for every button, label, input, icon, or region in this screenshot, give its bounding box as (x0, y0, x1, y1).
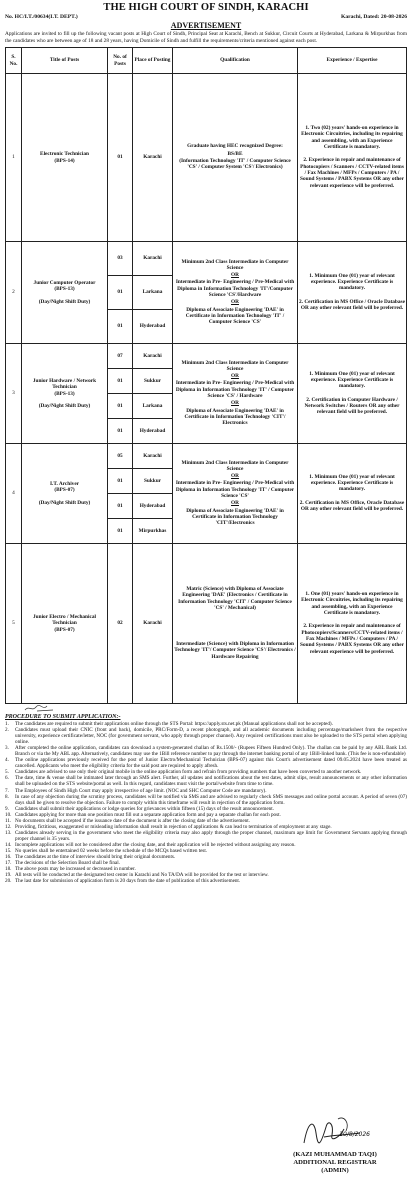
post-title: Junior Hardware / Network Technician (32, 377, 97, 391)
post-grade: (BPS-13) (54, 390, 75, 397)
list-item-number: 13. (5, 829, 12, 836)
experience-cell (298, 242, 407, 344)
page-title: THE HIGH COURT OF SINDH, KARACHI (103, 2, 309, 13)
column-header: S. No. (6, 48, 22, 74)
serial-number-cell: 5 (6, 544, 22, 704)
number-of-posts-cell: 01 (108, 276, 133, 310)
list-item-text: The Employees of Sindh High Court may apply irrespective of age limit. (NOC and SHC Computer Code are mandatory). (15, 787, 267, 794)
place-of-posting-cell: Karachi (133, 344, 173, 369)
column-header: Place of Posting (133, 48, 173, 74)
list-item (5, 757, 407, 769)
reference-number: No. HC/I.T./00634(I.T. DEPT.) (5, 14, 78, 20)
experience-line: 2. Certification in MS Office / Oracle Database OR any other relevant field will be preferred. (299, 298, 405, 311)
list-item (5, 727, 407, 745)
post-shift: (Day/Night Shift Duty) (38, 402, 91, 409)
table-header-row (6, 48, 407, 74)
list-item (5, 794, 407, 806)
column-header: Experience / Expertise (298, 48, 407, 74)
post-shift: (Day/Night Shift Duty) (38, 499, 91, 506)
list-item-text: Incomplete applications will not be considered after the closing date, and their application will be rejected without assigning any reason. (15, 841, 296, 848)
list-item-number: 14. (5, 841, 12, 848)
list-item-text: All tests will be conducted at the designated test center in Karachi and No TA/DA will be provided for the test or interview. (15, 872, 269, 879)
post-grade: (BPS-07) (54, 626, 75, 633)
number-of-posts-cell: 01 (108, 494, 133, 519)
initials-scribble (23, 704, 63, 713)
list-item-text: Candidates already serving in the government who meet the eligibility criteria may also apply through the proper channel, maximum age limit for Government Servants applying through proper channel is 35 years. (15, 829, 407, 842)
serial-number-cell: 1 (6, 74, 22, 242)
list-item-number: 17. (5, 860, 12, 867)
list-item-text: Providing, fictitious, exaggerated or misleading information shall result in rejection of applications & can lead to termination of employment at any stage. (15, 823, 332, 830)
list-item-text: In case of any objection during the scrutiny process, candidates will be notified via SMS and are advised to regularly check SMS messages and online portal account. A period of seven (07) days shall be given to resolve the objection. Failure to comply within this timeframe will result in rejection of the application form. (15, 793, 407, 806)
experience-line: 1. Minimum One (01) year of relevant experience. Experience Certificate is mandatory. (309, 473, 395, 493)
experience-line: 2. Experience in repair and maintenance of Photocopiers/Scanners/CCTV-related items / Fax Machines / MFPs / Computers / PA / Sound Systems / PABX Systems OR any other relevant experience will be preferred. (300, 623, 404, 655)
qualification-line: Intermediate (Science) with Diploma in Information Technology 'IT'/ Computer Science 'CS'/ Electronics / Hardware Repairing (174, 641, 296, 660)
qualification-cell (173, 544, 298, 704)
posts-table-body (6, 74, 407, 704)
experience-line: 1. Two (02) years' hands-on experience in Electronic Circuitries, including its repairing and assembling, with an Experience Certificate is mandatory. (301, 125, 403, 151)
number-of-posts-cell: 07 (108, 344, 133, 369)
experience-cell (298, 544, 407, 704)
reference-line (5, 14, 407, 21)
post-title: Junior Computer Operator (33, 280, 96, 287)
experience-line: 1. Minimum One (01) year of relevant experience. Experience Certificate is mandatory. (309, 370, 395, 390)
experience-line: 1. One (01) years' hands-on experience in Electronic Circuitries, including its repairing and assembling, with an Experience Certificate is mandatory. (301, 591, 403, 617)
list-item-text: The above posts may be increased or decreased in number. (15, 866, 136, 873)
list-item-number: 15. (5, 847, 12, 854)
experience-line: 1. Minimum One (01) year of relevant experience. Experience Certificate is mandatory. (309, 272, 395, 292)
procedure-heading: PROCEDURE TO SUBMIT APPLICATION:- (5, 714, 121, 720)
place-of-posting-cell: Sukkur (133, 469, 173, 494)
experience-cell (298, 74, 407, 242)
list-item-text: Candidates applying for more than one position must fill out a separate application form and pay a separate challan for each post. (15, 811, 281, 818)
intro-paragraph: Applications are invited to fill up the following vacant posts at High Court of Sindh, Principal Seat at Karachi, Bench at Sukkur, Circuit Courts at Hyderabad, Larkana & Mirpurkhas from the candidates who are between age of 18 and 28 years, having Domicile of Sindh and fulfill the requirements/criteria mentioned against each post. (5, 31, 407, 44)
or-separator: OR (231, 272, 239, 279)
qualification-line: Minimum 2nd Class Intermediate in Computer Science (181, 359, 289, 372)
post-grade: (BPS-07) (54, 487, 75, 494)
qualification-line: Diploma of Associate Engineering 'DAE' in Certificate in Information Technology 'IT' / Computer Science 'CS' (185, 306, 285, 326)
list-item (5, 830, 407, 842)
post-grade: (BPS-14) (54, 157, 75, 164)
serial-number-cell: 2 (6, 242, 22, 344)
table-row (6, 444, 407, 469)
qualification-line: Intermediate in Pre- Engineering / Pre-Medical with Diploma in Information Technology 'IT' / Computer Science 'CS' / Hardware (175, 380, 295, 399)
advertisement-heading: ADVERTISEMENT (170, 21, 242, 30)
list-item-text: No documents shall be accepted if the issuance date of the document is after the closing date of the advertisement. (15, 817, 250, 824)
post-title-cell (22, 74, 108, 242)
place-of-posting-cell: Hyderabad (133, 419, 173, 444)
experience-line: 2. Certification in MS Office, Oracle Database OR any other relevant field will be preferred. (299, 499, 405, 512)
number-of-posts-cell: 02 (108, 544, 133, 704)
list-item-number: 5. (5, 769, 9, 776)
place-of-posting-cell: Karachi (133, 74, 173, 242)
table-row (6, 344, 407, 369)
qualification-line: Intermediate in Pre- Engineering / Pre-Medical with Diploma in Information Technology 'IT'/Computer Science 'CS'/Hardware (175, 279, 295, 298)
or-separator: OR (231, 500, 239, 507)
qualification-cell (173, 242, 298, 344)
number-of-posts-cell: 01 (108, 519, 133, 544)
list-item-number: 12. (5, 823, 12, 830)
post-title: Electronic Technician (40, 151, 89, 158)
experience-cell (298, 444, 407, 544)
list-item-text: Candidates shall submit their applications or lodge queries for grievances within fifteen (15) days of the result announcement. (15, 805, 274, 812)
place-of-posting-cell: Hyderabad (133, 494, 173, 519)
list-item-number: 18. (5, 866, 12, 873)
qualification-cell (173, 444, 298, 544)
number-of-posts-cell: 01 (108, 469, 133, 494)
list-item-number: 9. (5, 805, 9, 812)
qualification-line: Minimum 2nd Class Intermediate in Computer Science (181, 258, 289, 271)
post-title-cell (22, 444, 108, 544)
qualification-line: (Information Technology 'IT' / Computer Science 'CS' / Computer System 'CS'/ Electronics) (179, 158, 291, 171)
initials-mark (5, 704, 407, 713)
list-item-text: The decisions of the Selection Board shall be final. (15, 860, 120, 867)
post-shift: (Day/Night Shift Duty) (38, 298, 91, 305)
or-separator: OR (231, 299, 239, 306)
number-of-posts-cell: 01 (108, 394, 133, 419)
column-header: Qualification (173, 48, 298, 74)
list-item-number: 7. (5, 787, 9, 794)
number-of-posts-cell: 01 (108, 74, 133, 242)
qualification-line: Minimum 2nd Class Intermediate in Computer Science (181, 459, 289, 472)
qualification-cell (173, 344, 298, 444)
number-of-posts-cell: 01 (108, 369, 133, 394)
list-item-text: The candidates at the time of interview should bring their original documents. (15, 854, 176, 861)
list-item-text: The date, time & venue shall be intimated later through an SMS alert. Further, all updates and notifications about the test dates, admit slips, result announcements or any other information shall be uploaded on the STS website/portal as well. In this regard, candidates must visit the portal/website from time to time. (15, 775, 407, 788)
list-item-text: No queries shall be entertained 02 weeks before the schedule of the MCQs based written test. (15, 847, 208, 854)
post-title-cell (22, 344, 108, 444)
place-of-posting-cell: Mirpurkhas (133, 519, 173, 544)
post-title: I.T. Archiver (49, 481, 80, 488)
place-of-posting-cell: Karachi (133, 444, 173, 469)
qualification-line: Diploma of Associate Engineering 'DAE' in Certificate in Information Technology 'CIT'/Electronics (186, 507, 284, 527)
procedure-list (5, 721, 407, 884)
qualification-line: Matric (Science) with Diploma of Associate Engineering 'DAE' (Electronics / Certificate in Information Technology 'CIT' / Computer Science 'CS' / Mechanical) (178, 585, 292, 611)
list-item-text: Candidates must upload their CNIC (front and back), domicile, PRC/Form-D, a recent photograph, and all academic documents including percentage/marksheet from the respective university, experience certificate/letter, NOC (for government servant, who apply through proper channel). Any required certifications must also be uploaded to the STS portal when applying online. (15, 727, 407, 746)
list-item-number: 3. (5, 745, 9, 752)
serial-number-cell: 4 (6, 444, 22, 544)
posts-table (5, 47, 407, 704)
or-separator: OR (231, 400, 239, 407)
date-line: Karachi, Dated: 20-08-2026 (340, 14, 407, 20)
list-item-number: 11. (5, 817, 12, 824)
qualification-line: Intermediate in Pre- Engineering / Pre-Medical with Diploma in Information Technology 'IT' / Computer Science 'CS' (175, 480, 295, 499)
list-item-text: Candidates are advised to use only their original mobile in the online application form and refrain from providing numbers that have been converted to another network. (15, 769, 362, 776)
number-of-posts-cell: 01 (108, 419, 133, 444)
qualification-cell (173, 74, 298, 242)
number-of-posts-cell: 03 (108, 242, 133, 276)
or-separator: OR (231, 373, 239, 380)
list-item-number: 1. (5, 721, 9, 727)
signature-block (280, 1113, 390, 1175)
list-item-text: The online applications previously received for the post of Junior Electro/Mechanical Technician (BPS-07) against this Court's advertisement dated 09.05.2024 have been treated as cancelled. Applicants who meet the eligibility criteria for the said post are required to apply afresh. (15, 757, 407, 770)
place-of-posting-cell: Hyderabad (133, 310, 173, 344)
column-header: No. of Posts (108, 48, 133, 74)
list-item-text: The last date for submission of application form is 20 days from the date of publication of this advertisement. (15, 878, 241, 885)
or-separator: OR (231, 473, 239, 480)
table-row (6, 242, 407, 276)
list-item-number: 19. (5, 872, 12, 879)
list-item-text: After completed the online application, candidates can download a system-generated challan of Rs.1500/- (Rupees Fifteen Hundred Only). The challan can be paid by any ABL Bank Ltd. Branch or via the My ABL app. Alternatively, candidates may use the 1Bill reference number to pay through the internet banking portal of any 1Bill-linked bank. (This fee is non-refundable) (15, 745, 407, 758)
place-of-posting-cell: Larkana (133, 394, 173, 419)
list-item-number: 16. (5, 854, 12, 861)
signatory-name: (KAZI MUHAMMAD TAQI) (293, 1151, 377, 1158)
post-title-cell (22, 242, 108, 344)
column-header: Title of Posts (22, 48, 108, 74)
list-item (5, 775, 407, 787)
experience-line: 2. Experience in repair and maintenance of Photocopiers / Scanners / CCTV-related items / Fax Machines / MFPs / Computers / PA / Sound Systems / PABX Systems OR any other relevant experience will be preferred. (300, 157, 404, 189)
place-of-posting-cell: Karachi (133, 242, 173, 276)
serial-number-cell: 3 (6, 344, 22, 444)
signatory-designation: ADDITIONAL REGISTRAR (ADMIN) (293, 1159, 377, 1174)
list-item-number: 6. (5, 775, 9, 782)
post-title: Junior Electro / Mechanical Technician (33, 614, 96, 627)
place-of-posting-cell: Larkana (133, 276, 173, 310)
post-title-cell (22, 544, 108, 704)
list-item-number: 4. (5, 757, 9, 764)
signature-date: 20/8/2026 (339, 1131, 370, 1138)
list-item (5, 878, 407, 884)
table-row (6, 74, 407, 242)
experience-line: 2. Certification in Computer Hardware / Network Switches / Routers OR any other relevant field will be preferred. (304, 396, 400, 416)
place-of-posting-cell: Sukkur (133, 369, 173, 394)
list-item-text: The candidates are required to submit their applications online through the STS Portal: https://apply.sts.net.pk (Manual applications shall not be accepted). (15, 721, 333, 727)
list-item-number: 2. (5, 727, 9, 734)
number-of-posts-cell: 01 (108, 310, 133, 344)
qualification-line: BS/BE (227, 150, 243, 157)
list-item (5, 745, 407, 757)
place-of-posting-cell: Karachi (133, 544, 173, 704)
number-of-posts-cell: 05 (108, 444, 133, 469)
qualification-line: Diploma of Associate Engineering 'DAE' in Certificate in Information Technology 'CIT'/ Electronics (184, 407, 286, 427)
list-item-number: 8. (5, 793, 9, 800)
list-item-number: 10. (5, 811, 12, 818)
experience-cell (298, 344, 407, 444)
qualification-line: Graduate having HEC recognized Degree: (187, 143, 283, 150)
table-row (6, 544, 407, 704)
post-grade: (BPS-13) (54, 286, 75, 293)
list-item-number: 20. (5, 878, 12, 885)
